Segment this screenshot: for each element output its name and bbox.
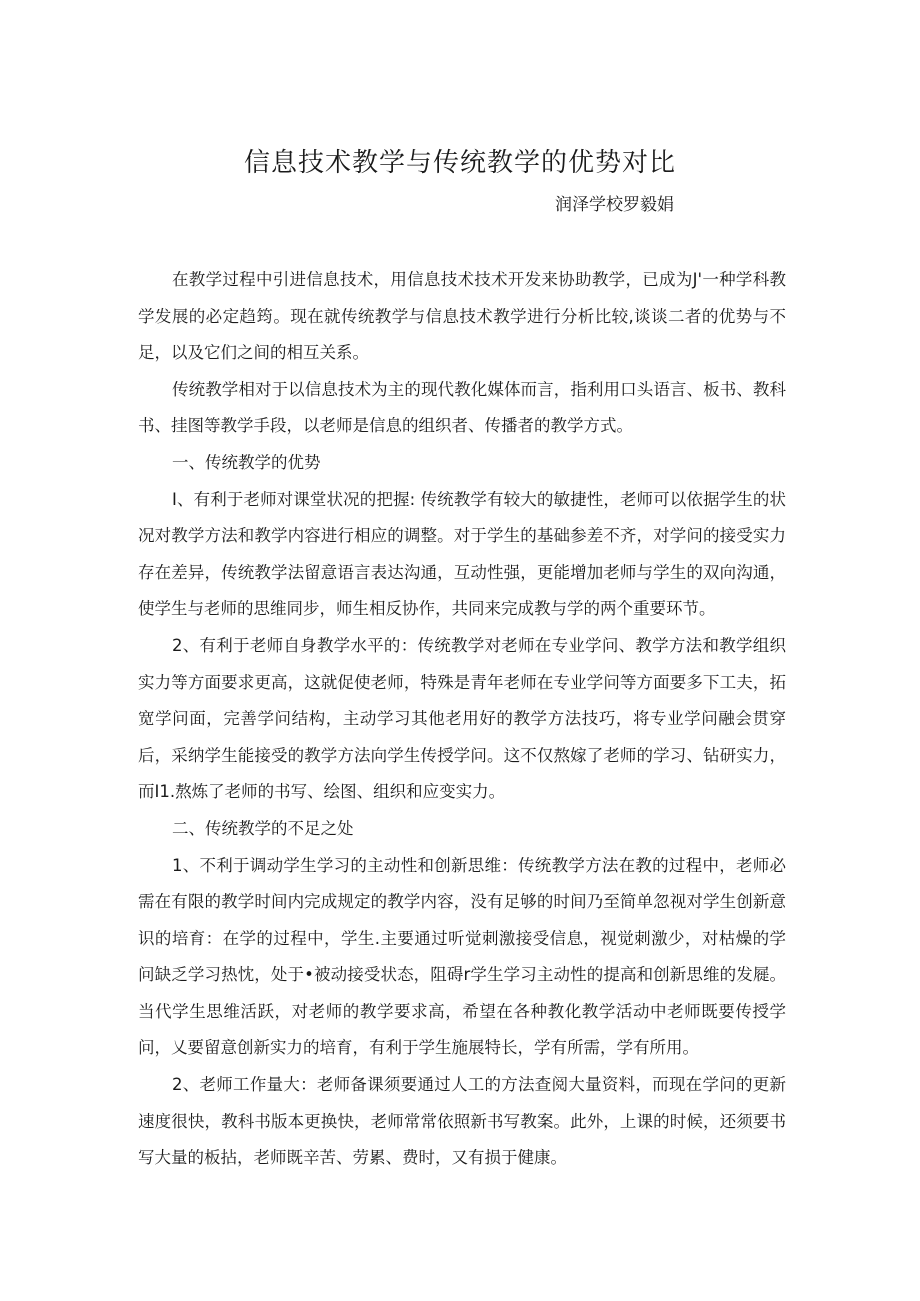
- section-heading-disadvantages: 二、传统教学的不足之处: [172, 818, 354, 838]
- paragraph-definition: 传统教学相对于以信息技术为主的现代教化媒体而言，指利用口头语言、板书、教科书、挂图等教学手段，以老师是信息的组织者、传播者的教学方式。: [138, 379, 786, 436]
- paragraph-disadvantage-1: 1、不利于调动学生学习的主动性和创新思维：传统教学方法在教的过程中，老师必需在有限的教学时间内完成规定的教学内容，没有足够的时间乃至简单忽视对学生创新意识的培育：在学的过程中，学生.主要通过听觉刺激接受信息，视觉刺激少，对枯燥的学问缺乏学习热忱，处于•被动接受状态，阻碍r学生学习主动性的提高和创新思维的发屣。当代学生思维活跃，对老师的教学要求高，希望在各种教化教学活动中老师既要传授学问，乂要留意创新实力的培育，有利于学生施展特长，学有所需，学有所用。: [138, 855, 786, 1058]
- paragraph-advantage-2: 2、有利于老师自身教学水平的：传统教学对老师在专业学问、教学方法和教学组织实力等方面要求更高，这就促使老师，特殊是青年老师在专业学问等方面要多下工夫，拓宽学问面，完善学问结构，主动学习其他老用好的教学方法技巧，将专业学问融会贯穿后，采纳学生能接受的教学方法向学生传授学问。这不仅熬嫁了老师的学习、钻研实力，而I1.熬炼了老师的书写、绘图、组织和应变实力。: [138, 635, 786, 802]
- paragraph-intro: 在教学过程中引进信息技术，用信息技术技术开发来协助教学，已成为J'一种学科教学发展的必定趋筠。现在就传统教学与信息技术教学进行分析比较,谈谈二者的优势与不足，以及它们之间的相互关系。: [138, 270, 786, 363]
- paragraph-disadvantage-2: 2、老师工作量大：老师备课须要通过人工的方法查阅大量资料，而现在学问的更新速度很快，教科书版本更换快，老师常常依照新书写教案。此外，上课的时候，还须要书写大量的板拈，老师既辛苦、劳累、费时，又有损于健康。: [138, 1075, 786, 1168]
- paragraph-advantage-1: I、有利于老师对课堂状况的把握: 传统教学有较大的敏捷性，老师可以依据学生的状况对教学方法和教学内容进行相应的调整。对于学生的基础参差不齐，对学问的接受实力存在差异，传统教学法留意语言表达沟通，互动性强，更能增加老师与学生的双向沟通，使学生与老师的思维同步，师生相反协作，共同来完成教与学的两个重要环节。: [138, 489, 786, 619]
- document-title: 信息技术教学与传统教学的优势对比: [243, 148, 676, 178]
- author-line: 润泽学校罗毅娟: [555, 195, 674, 215]
- document-body: [138, 262, 786, 1177]
- section-heading-advantages: 一、传统教学的优势: [172, 452, 321, 472]
